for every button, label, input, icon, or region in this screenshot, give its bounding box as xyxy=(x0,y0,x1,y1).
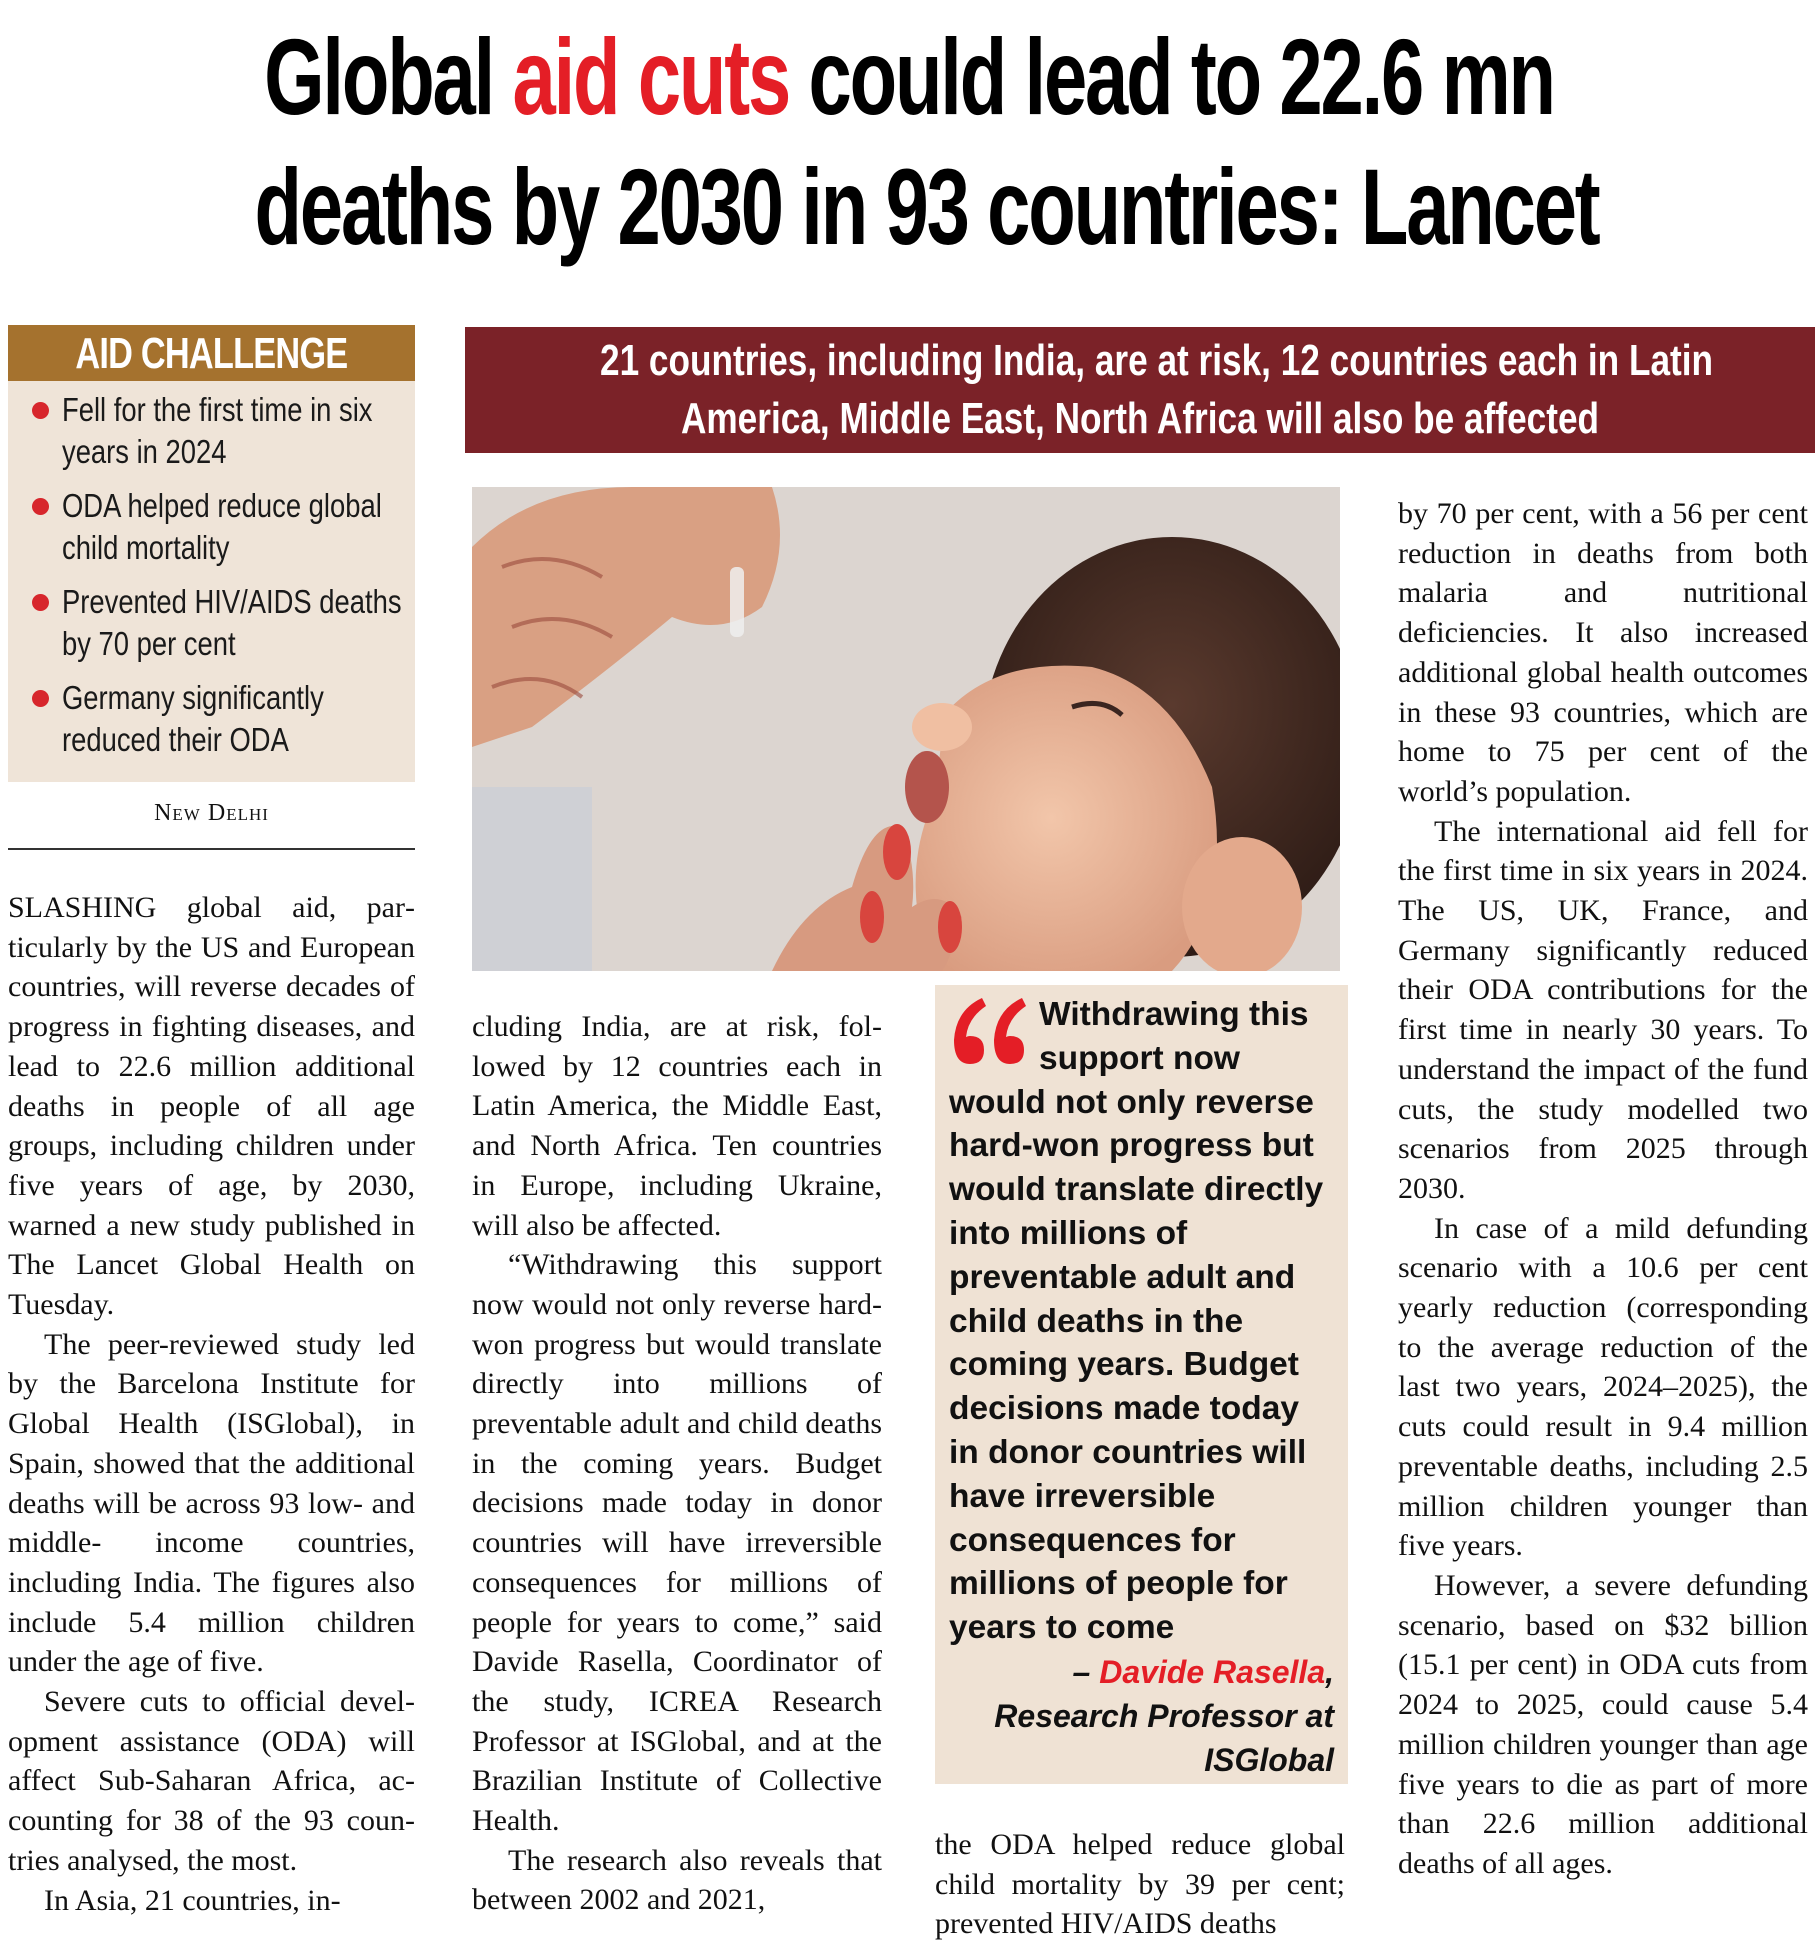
article-photo xyxy=(472,487,1340,971)
red-bullet-icon xyxy=(32,402,49,419)
paragraph: SLASHING global aid, particularly by the US and European countries, will reverse decades of progress in fighting diseases, and lead to 22.6 million additional deaths in people of all age groups, including children under five years of age, by 2030, warned a new study published in The Lancet Global Health on Tuesday. xyxy=(8,891,415,1322)
pull-quote xyxy=(935,985,1348,1784)
aid-challenge-item: Prevented HIV/AIDS deaths by 70 per cent xyxy=(32,581,405,665)
headline-highlight: aid cuts xyxy=(512,16,790,137)
deck-banner xyxy=(465,327,1815,453)
headline xyxy=(0,0,1818,266)
aid-challenge-item: Germany significantly reduced their ODA xyxy=(32,677,405,761)
aid-challenge-list xyxy=(8,381,415,761)
paragraph: However, a severe defunding scenario, based on $32 billion (15.1 per cent) in ODA cuts from 2024 to 2025, could cause 5.4 million children younger than age five years to die as part of more than 22.6 million additional deaths of all ages. xyxy=(1398,1568,1808,1880)
pull-quote-text: Withdrawing this support now would not only reverse hard-won progress but would translate directly into millions of preventable adult and child deaths in the coming years. Budget decisions made today in donor countries will have irreversible consequences for millions of people for years to come xyxy=(949,996,1324,1647)
red-bullet-icon xyxy=(32,690,49,707)
paragraph: Severe cuts to official development assistance (ODA) will affect Sub-Saharan Africa, accounting for 38 of the 93 countries analysed, the most. xyxy=(8,1685,415,1877)
paragraph: The international aid fell for the first time in six years in 2024. The US, UK, France, and Germany significantly reduced their ODA contributions for the first time in nearly 30 years. To understand the impact of the fund cuts, the study modelled two scenarios from 2025 through 2030. xyxy=(1398,814,1808,1205)
aid-challenge-item: ODA helped reduce global child mortality xyxy=(32,485,405,569)
pull-quote-attribution: – Davide Rasella, Research Professor at ISGlobal xyxy=(994,1653,1334,1778)
headline-line-2: deaths by 2030 in 93 countries: Lancet xyxy=(254,146,1599,267)
deck-line-1: 21 countries, including India, are at risk, 12 countries each in Latin xyxy=(600,336,1714,385)
paragraph: The research also reveals that between 2002 and 2021, xyxy=(472,1843,882,1917)
aid-challenge-item: Fell for the first time in six years in 2024 xyxy=(32,389,405,473)
paragraph: the ODA helped reduce global child mortality by 39 per cent; prevented HIV/AIDS deaths xyxy=(935,1828,1345,1941)
paragraph: In case of a mild defunding scenario with a 10.6 per cent yearly reduction (corresponding to the average reduction of the last two years, 2024–2025), the cuts could result in 9.4 million preventable deaths, including 2.5 million children younger than five years. xyxy=(1398,1211,1808,1563)
dateline-divider xyxy=(8,848,415,850)
aid-challenge-box xyxy=(8,325,415,782)
child-vaccine-photo-illustration xyxy=(472,487,1340,971)
paragraph: by 70 per cent, with a 56 per cent reduction in deaths from both malaria and nutritional deficiencies. It also increased additional global health outcomes in these 93 countries, which are home to 75 per cent of the world’s population. xyxy=(1398,497,1808,808)
paragraph: cluding India, are at risk, followed by 12 countries each in Latin America, the Middle East, and North Africa. Ten countries in Europe, including Ukraine, will also be affected. xyxy=(472,1010,882,1242)
paragraph: In Asia, 21 countries, in- xyxy=(44,1883,341,1917)
headline-line-1: Global aid cuts could lead to 22.6 mn xyxy=(264,16,1554,137)
dateline: New Delhi xyxy=(154,800,269,826)
article-column-3 xyxy=(935,1825,1345,1942)
article-column-2 xyxy=(472,1007,882,1920)
paragraph: “Withdrawing this support now would not only reverse hard-won progress but would translate directly into millions of preventable adult and child deaths in the coming years. Budget decisions made today in donor countries will have irreversible consequences for millions of people for years to come,” said Davide Rasella, Coordinator of the study, ICREA Research Professor at ISGlobal, and at the Brazilian Institute of Collective Health. xyxy=(472,1248,882,1838)
red-bullet-icon xyxy=(32,498,49,515)
article-column-4 xyxy=(1398,494,1808,1884)
article-column-1 xyxy=(8,888,415,1920)
aid-challenge-title: AID CHALLENGE xyxy=(8,325,415,381)
quote-mark-icon xyxy=(948,992,1028,1072)
quote-author-name: Davide Rasella xyxy=(1099,1653,1326,1690)
red-bullet-icon xyxy=(32,594,49,611)
deck-line-2: America, Middle East, North Africa will also be affected xyxy=(680,394,1600,443)
paragraph: The peer-reviewed study led by the Barcelona Institute for Global Health (ISGlobal), in Spain, showed that the additional deaths will be across 93 low- and middle- income countries, including India. The figures also include 5.4 million children under the age of five. xyxy=(8,1327,415,1679)
